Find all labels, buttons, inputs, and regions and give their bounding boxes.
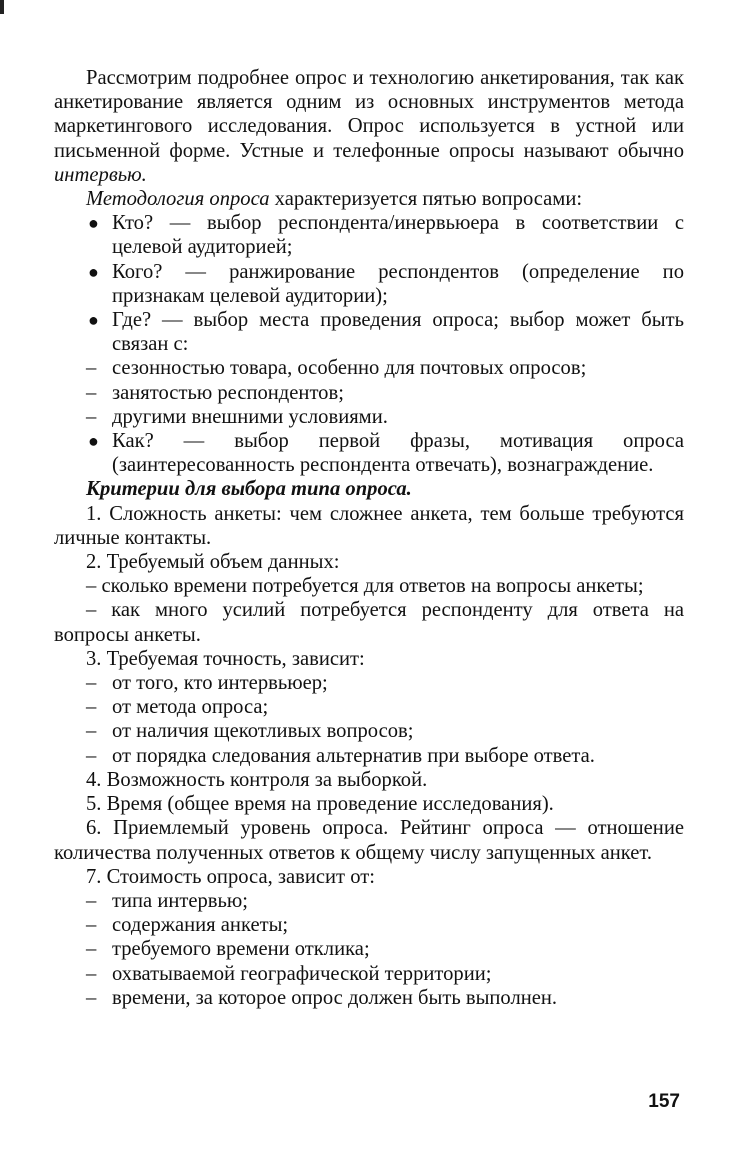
list-item: – типа интервью;	[86, 889, 249, 912]
list-item: – от того, кто интервьюер;	[86, 672, 328, 695]
list-item: ● Кто? — выбор респондента/инервьюера в соответствии с целевой аудиторией;	[88, 212, 684, 259]
bullet-icon: ●	[88, 431, 99, 452]
criteria-item: 2. Требуемый объем данных:	[86, 551, 340, 574]
list-item: – охватываемой географической территории;	[86, 962, 492, 985]
bullet-icon: ●	[88, 261, 99, 282]
dash-icon: –	[86, 986, 97, 1009]
bullet-icon: ●	[88, 310, 99, 331]
criteria-subitem: – сколько времени потребуется для ответов на вопросы анкеты;	[86, 575, 644, 598]
dash-icon: –	[86, 744, 97, 767]
page-number: 157	[648, 1091, 680, 1112]
bullet-icon: ●	[88, 213, 99, 234]
criteria-item: 4. Возможность контроля за выборкой.	[86, 768, 428, 791]
list-item: ● Как? — выбор первой фразы, мотивация опроса (заинтересованность респондента отвечать), вознаграждение.	[88, 430, 684, 477]
list-item: – занятостью респондентов;	[86, 381, 344, 404]
dash-icon: –	[86, 914, 97, 937]
scan-mark	[0, 0, 4, 14]
criteria-item: 3. Требуемая точность, зависит:	[86, 647, 365, 670]
dash-icon: –	[86, 962, 97, 985]
criteria-item: 5. Время (общее время на проведение исследования).	[86, 793, 554, 816]
list-item: – от порядка следования альтернатив при выборе ответа.	[86, 744, 595, 767]
dash-icon: –	[86, 381, 97, 404]
dash-icon: –	[86, 938, 97, 961]
dash-icon: –	[86, 889, 97, 912]
intro-text: Рассмотрим подробнее опрос и технологию анкетирования, так как анкетирование является одним из основных инструментов метода маркетингового исследования. Опрос используется в устной или письменной форме. Устные и телефонные опросы называют обычно	[54, 67, 684, 162]
criteria-item: 1. Сложность анкеты: чем сложнее анкета, тем больше требуются личные контакты.	[54, 502, 684, 549]
list-item: ● Кого? — ранжирование респондентов (определение по признакам целевой аудитории);	[88, 260, 684, 307]
methodology-paragraph	[54, 187, 684, 211]
page-body	[54, 66, 684, 1010]
methodology-term: Методология опроса	[86, 188, 270, 211]
list-item: – содержания анкеты;	[86, 914, 289, 937]
dash-icon: –	[86, 672, 97, 695]
criteria-subitem: – как много усилий потребуется респонденту для ответа на вопросы анкеты.	[54, 599, 684, 646]
dash-icon: –	[86, 720, 97, 743]
list-item: ● Где? — выбор места проведения опроса; выбор может быть связан с:	[88, 309, 684, 356]
dash-icon: –	[86, 357, 97, 380]
dash-icon: –	[86, 696, 97, 719]
list-item: – времени, за которое опрос должен быть выполнен.	[86, 986, 558, 1009]
criteria-title: Критерии для выбора типа опроса.	[86, 478, 412, 501]
list-item: – сезонностью товара, особенно для почтовых опросов;	[86, 357, 587, 380]
list-item: – требуемого времени отклика;	[86, 938, 370, 961]
criteria-item: 7. Стоимость опроса, зависит от:	[86, 865, 375, 888]
dash-icon: –	[86, 405, 97, 428]
list-item: – от наличия щекотливых вопросов;	[86, 720, 414, 743]
methodology-text: характеризуется пятью вопросами:	[269, 188, 583, 211]
intro-paragraph	[54, 66, 684, 187]
list-item: – от метода опроса;	[86, 696, 269, 719]
intro-term: интервью.	[54, 163, 147, 186]
criteria-item: 6. Приемлемый уровень опроса. Рейтинг опроса — отношение количества полученных ответов к общему числу запущенных анкет.	[54, 817, 684, 864]
list-item: – другими внешними условиями.	[86, 405, 388, 428]
